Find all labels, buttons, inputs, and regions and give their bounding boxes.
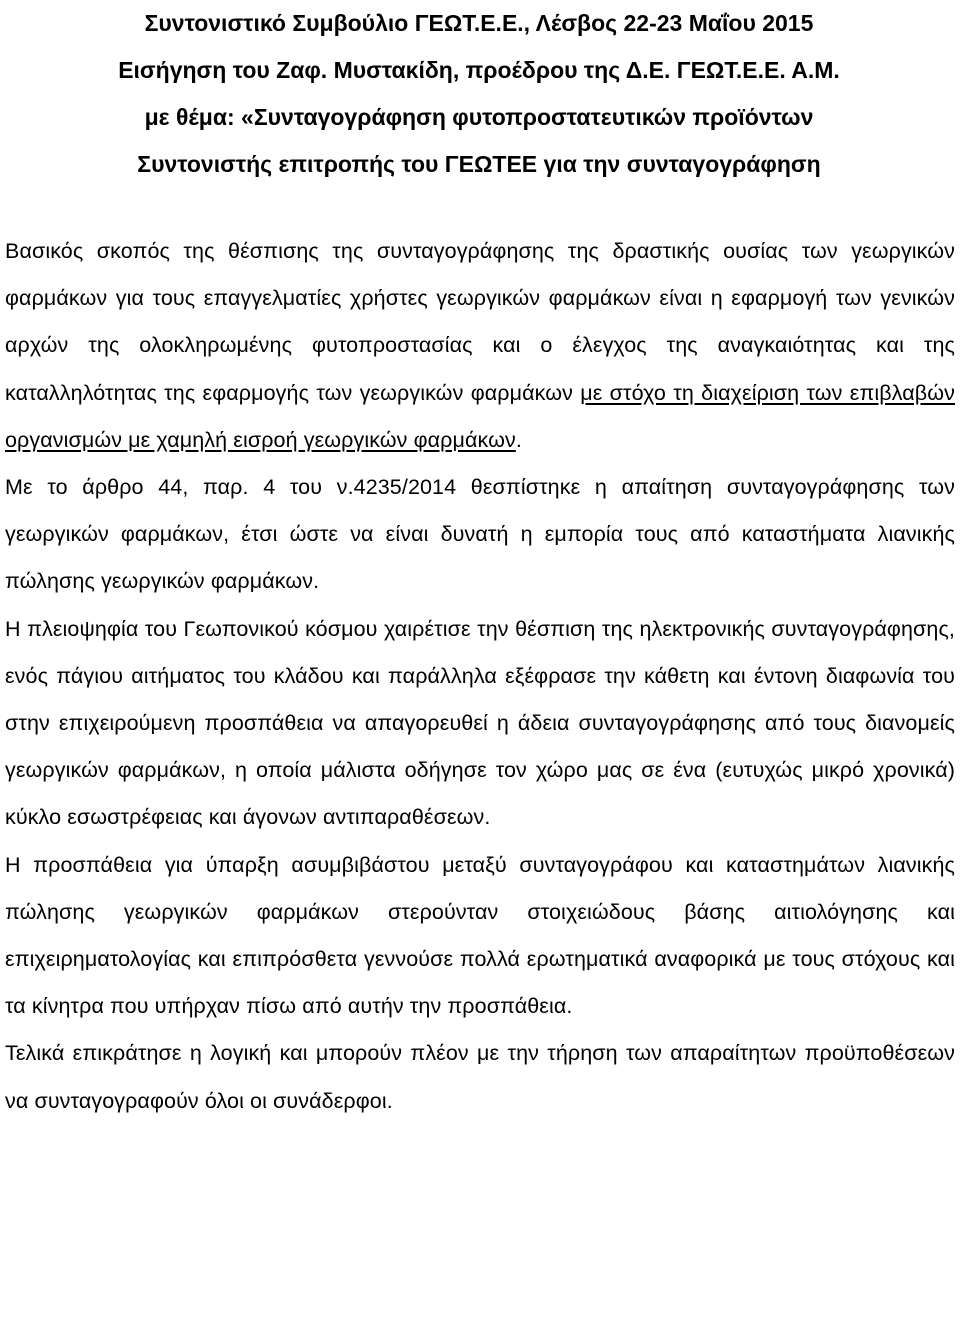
paragraph-purpose-underlined: με στόχο τη διαχείριση των επιβλαβών οργανισμών με χαμηλή εισροή γεωργικών φαρμάκων — [5, 380, 956, 452]
paragraph-law: Με το άρθρο 44, παρ. 4 του ν.4235/2014 θεσπίστηκε η απαίτηση συνταγογράφησης των γεωργικών φαρμάκων, έτσι ώστε να είναι δυνατή η εμπορία τους από καταστήματα λιανικής πώλησης γεωργικών φαρμάκων. — [5, 475, 955, 594]
document-header — [0, 0, 960, 188]
header-line-topic: με θέμα: «Συνταγογράφηση φυτοπροστατευτικών προϊόντων — [144, 104, 814, 130]
header-line-speaker: Εισήγηση του Ζαφ. Μυστακίδη, προέδρου της Δ.Ε. ΓΕΩΤ.Ε.Ε. Α.Μ. — [118, 57, 840, 83]
header-line-council: Συντονιστικό Συμβούλιο ΓΕΩΤ.Ε.Ε., Λέσβος 22-23 Μαΐου 2015 — [144, 10, 814, 36]
paragraph-purpose-end: . — [515, 427, 522, 452]
paragraph-purpose — [5, 228, 955, 464]
paragraph-majority: Η πλειοψηφία του Γεωπονικού κόσμου χαιρέτισε την θέσπιση της ηλεκτρονικής συνταγογράφησης, ενός πάγιου αιτήματος του κλάδου και παράλληλα εξέφρασε την κάθετη και έντονη διαφωνία του στην επιχειρούμενη προσπάθεια να απαγορευθεί η άδεια συνταγογράφησης από τους διανομείς γεωργικών φαρμάκων, η οποία μάλιστα οδήγησε τον χώρο μας σε ένα (ευτυχώς μικρό χρονικά) κύκλο εσωστρέφειας και άγονων αντιπαραθέσεων. — [5, 616, 955, 830]
document-body — [5, 228, 955, 1125]
paragraph-conclusion: Τελικά επικράτησε η λογική και μπορούν πλέον με την τήρηση των απαραίτητων προϋποθέσεων να συνταγογραφούν όλοι οι συνάδερφοι. — [5, 1041, 955, 1113]
paragraph-purpose-text: Βασικός σκοπός της θέσπισης της συνταγογράφησης της δραστικής ουσίας των γεωργικών φαρμάκων για τους επαγγελματίες χρήστες γεωργικών φαρμάκων είναι η εφαρμογή των γενικών αρχών της ολοκληρωμένης φυτοπροστασίας και ο έλεγχος της αναγκαιότητας και της καταλληλότητας της εφαρμογής των γεωργικών φαρμάκων — [5, 239, 955, 405]
paragraph-incompatibility: Η προσπάθεια για ύπαρξη ασυμβιβάστου μεταξύ συνταγογράφου και καταστημάτων λιανικής πώλησης γεωργικών φαρμάκων στερούνταν στοιχειώδους βάσης αιτιολόγησης και επιχειρηματολογίας και επιπρόσθετα γεννούσε πολλά ερωτηματικά αναφορικά με τους στόχους και τα κίνητρα που υπήρχαν πίσω από αυτήν την προσπάθεια. — [5, 852, 955, 1019]
header-line-coordinator: Συντονιστής επιτροπής του ΓΕΩΤΕΕ για την συνταγογράφηση — [137, 151, 821, 177]
